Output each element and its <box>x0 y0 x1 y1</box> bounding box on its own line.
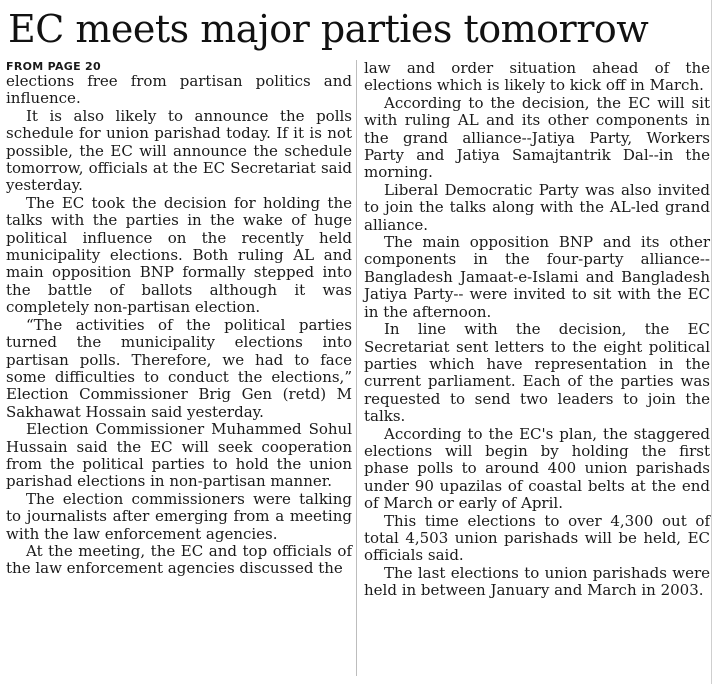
page-edge-rule <box>711 0 712 684</box>
paragraph: law and order situation ahead of the elections which is likely to kick off in March. <box>364 59 710 95</box>
paragraph: The last elections to union parishads were held in between January and March in 2003. <box>364 563 710 600</box>
paragraph: The main opposition BNP and its other components in the four-party alliance--Bangladesh Jamaat-e-Islami and Bangladesh Jatiya Party-- were invited to sit with the EC in the afternoon. <box>364 233 710 321</box>
headline: EC meets major parties tomorrow <box>8 7 649 51</box>
paragraph: It is also likely to announce the polls schedule for union parishad today. If it is not possible, the EC will announce the schedule tomorrow, officials at the EC Secretariat said yesterday. <box>6 106 352 195</box>
article-column-right <box>364 60 710 600</box>
paragraph: “The activities of the political parties turned the municipality elections into partisan polls. Therefore, we had to face some difficulties to conduct the elections,” Election Commissioner Brig Gen (retd) M Sakhawat Hossain said yesterday. <box>6 315 352 421</box>
article-column-left <box>6 60 352 578</box>
paragraph: elections free from partisan politics and influence. <box>6 72 352 108</box>
paragraph: According to the EC's plan, the staggered elections will begin by holding the first phase polls to around 400 union parishads under 90 upazilas of coastal belts at the end of March or early of April. <box>364 424 710 513</box>
paragraph: The EC took the decision for holding the talks with the parties in the wake of huge political influence on the recently held municipality elections. Both ruling AL and main opposition BNP formally stepped into the battle of ballots although it was completely non-partisan election. <box>6 193 352 317</box>
paragraph: In line with the decision, the EC Secretariat sent letters to the eight political parties which have representation in the current parliament. Each of the parties was requested to send two leaders to join the talks. <box>364 320 710 426</box>
paragraph: Liberal Democratic Party was also invited to join the talks along with the AL-led grand alliance. <box>364 180 710 234</box>
continuation-kicker: FROM PAGE 20 <box>6 60 101 73</box>
paragraph: This time elections to over 4,300 out of total 4,503 union parishads will be held, EC officials said. <box>364 511 710 565</box>
paragraph: The election commissioners were talking to journalists after emerging from a meeting with the law enforcement agencies. <box>6 489 352 543</box>
column-divider <box>356 60 357 676</box>
paragraph: Election Commissioner Muhammed Sohul Hussain said the EC will seek cooperation from the political parties to hold the union parishad elections in non-partisan manner. <box>6 420 352 491</box>
paragraph: According to the decision, the EC will sit with ruling AL and its other components in the grand alliance--Jatiya Party, Workers Party and Jatiya Samajtantrik Dal--in the morning. <box>364 93 710 182</box>
paragraph: At the meeting, the EC and top officials of the law enforcement agencies discussed the <box>6 541 352 578</box>
